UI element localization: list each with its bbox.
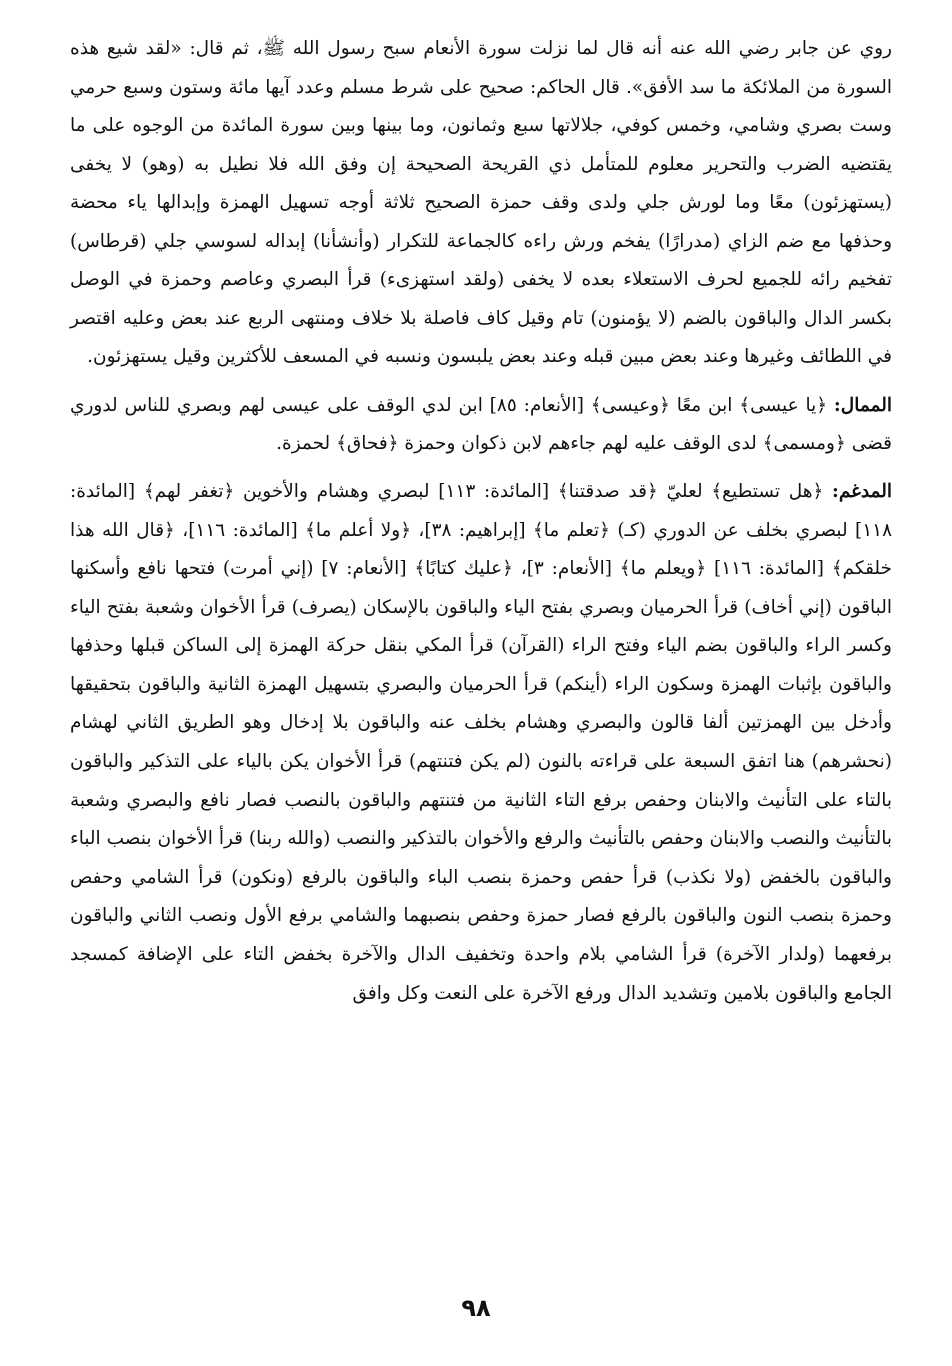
- intro-paragraph: [70, 30, 892, 377]
- mumal-heading: الممال:: [833, 394, 892, 416]
- mudgham-paragraph: [70, 473, 892, 1013]
- mumal-paragraph-text: ﴿يا عيسى﴾ ابن معًا ﴿وعيسى﴾ [الأنعام: ٨٥] ابن لدي الوقف على عيسى لهم وبصري للناس لدوري قضى ﴿ومسمى﴾ لدى الوقف عليه لهم جاءهم لابن ذكوان وحمزة ﴿فحاق﴾ لحمزة.: [70, 394, 892, 454]
- mumal-paragraph: [70, 387, 892, 463]
- mudgham-paragraph-text: ﴿هل تستطيع﴾ لعليّ ﴿قد صدقتنا﴾ [المائدة: ١١٣] لبصري وهشام والأخوين ﴿تغفر لهم﴾ [المائدة: ١١٨] لبصري بخلف عن الدوري (كـ) ﴿تعلم ما﴾ [إبراهيم: ٣٨]، ﴿ولا أعلم ما﴾ [المائدة: ١١٦]، ﴿قال الله هذا خلقكم﴾ [المائدة: ١١٦] ﴿ويعلم ما﴾ [الأنعام: ٣]، ﴿عليك كتابًا﴾ [الأنعام: ٧] (إني أمرت) فتحها نافع وأسكنها الباقون (إني أخاف) قرأ الحرميان وبصري بفتح الياء والباقون بالإسكان (يصرف) قرأ الأخوان وشعبة بفتح الياء وكسر الراء والباقون بضم الياء وفتح الراء (القرآن) قرأ المكي بنقل حركة الهمزة إلى الساكن قبلها وحذفها والباقون بإثبات الهمزة وسكون الراء (أينكم) قرأ الحرميان والبصري بتسهيل الهمزة الثانية والباقون بتحقيقها وأدخل بين الهمزتين ألفا قالون والبصري وهشام بخلف عنه والباقون بلا إدخال وهو الطريق الثاني لهشام (نحشرهم) هنا اتفق السبعة على قراءته بالنون (لم يكن فتنتهم) قرأ الأخوان يكن بالياء على التذكير والباقون بالتاء على التأنيث والابنان وحفص برفع التاء الثانية من فتنتهم والباقون بالنصب فصار نافع والبصري وشعبة بالتأنيث والنصب والابنان وحفص بالتأنيث والرفع والأخوان بالتذكير والنصب (والله ربنا) قرأ الأخوان بنصب الباء والباقون بالخفض (ولا نكذب) قرأ حفص وحمزة بنصب الباء والباقون بالرفع (ونكون) قرأ الشامي وحفص وحمزة بنصب النون والباقون بالرفع فصار حمزة وحفص بنصبهما والشامي برفع الأول ونصب الثاني والباقون برفعهما (ولدار الآخرة) قرأ الشامي بلام واحدة وتخفيف الدال والآخرة بخفض التاء على الإضافة كمسجد الجامع والباقون بلامين وتشديد الدال ورفع الآخرة على النعت وكل وافق: [70, 480, 893, 1004]
- page-body: [70, 30, 892, 1013]
- page-number: ٩٨: [461, 1294, 491, 1322]
- intro-paragraph-text: روي عن جابر رضي الله عنه أنه قال لما نزلت سورة الأنعام سبح رسول الله ﷺ، ثم قال: «لقد شيع هذه السورة من الملائكة ما سد الأفق». قال الحاكم: صحيح على شرط مسلم وعدد آيها مائة وستون وسبع حرمي وست بصري وشامي، وخمس كوفي، جلالاتها سبع وثمانون، وما بينها وبين سورة المائدة من الوجوه على ما يقتضيه الضرب والتحرير معلوم للمتأمل ذي القريحة الصحيحة إن وفق الله فلا نطيل به (وهو) لا يخفى (يستهزئون) معًا وما لورش جلي ولدى وقف حمزة الصحيح ثلاثة أوجه تسهيل الهمزة وإبدالها ياء محضة وحذفها مع ضم الزاي (مدرارًا) يفخم ورش راءه كالجماعة للتكرار (وأنشأنا) إبداله لسوسي جلي (قرطاس) تفخيم رائه للجميع لحرف الاستعلاء بعده لا يخفى (ولقد استهزىء) قرأ البصري وعاصم وحمزة في الوصل بكسر الدال والباقون بالضم (لا يؤمنون) تام وقيل كاف فاصلة بلا خلاف ومنتهى الربع عند بعض وعليه اقتصر في اللطائف وغيرها وعند بعض مبين قبله وعند بعض يلبسون ونسبه في المسعف للأكثرين وقيل يستهزئون.: [70, 38, 892, 367]
- mudgham-heading: المدغم:: [832, 480, 893, 502]
